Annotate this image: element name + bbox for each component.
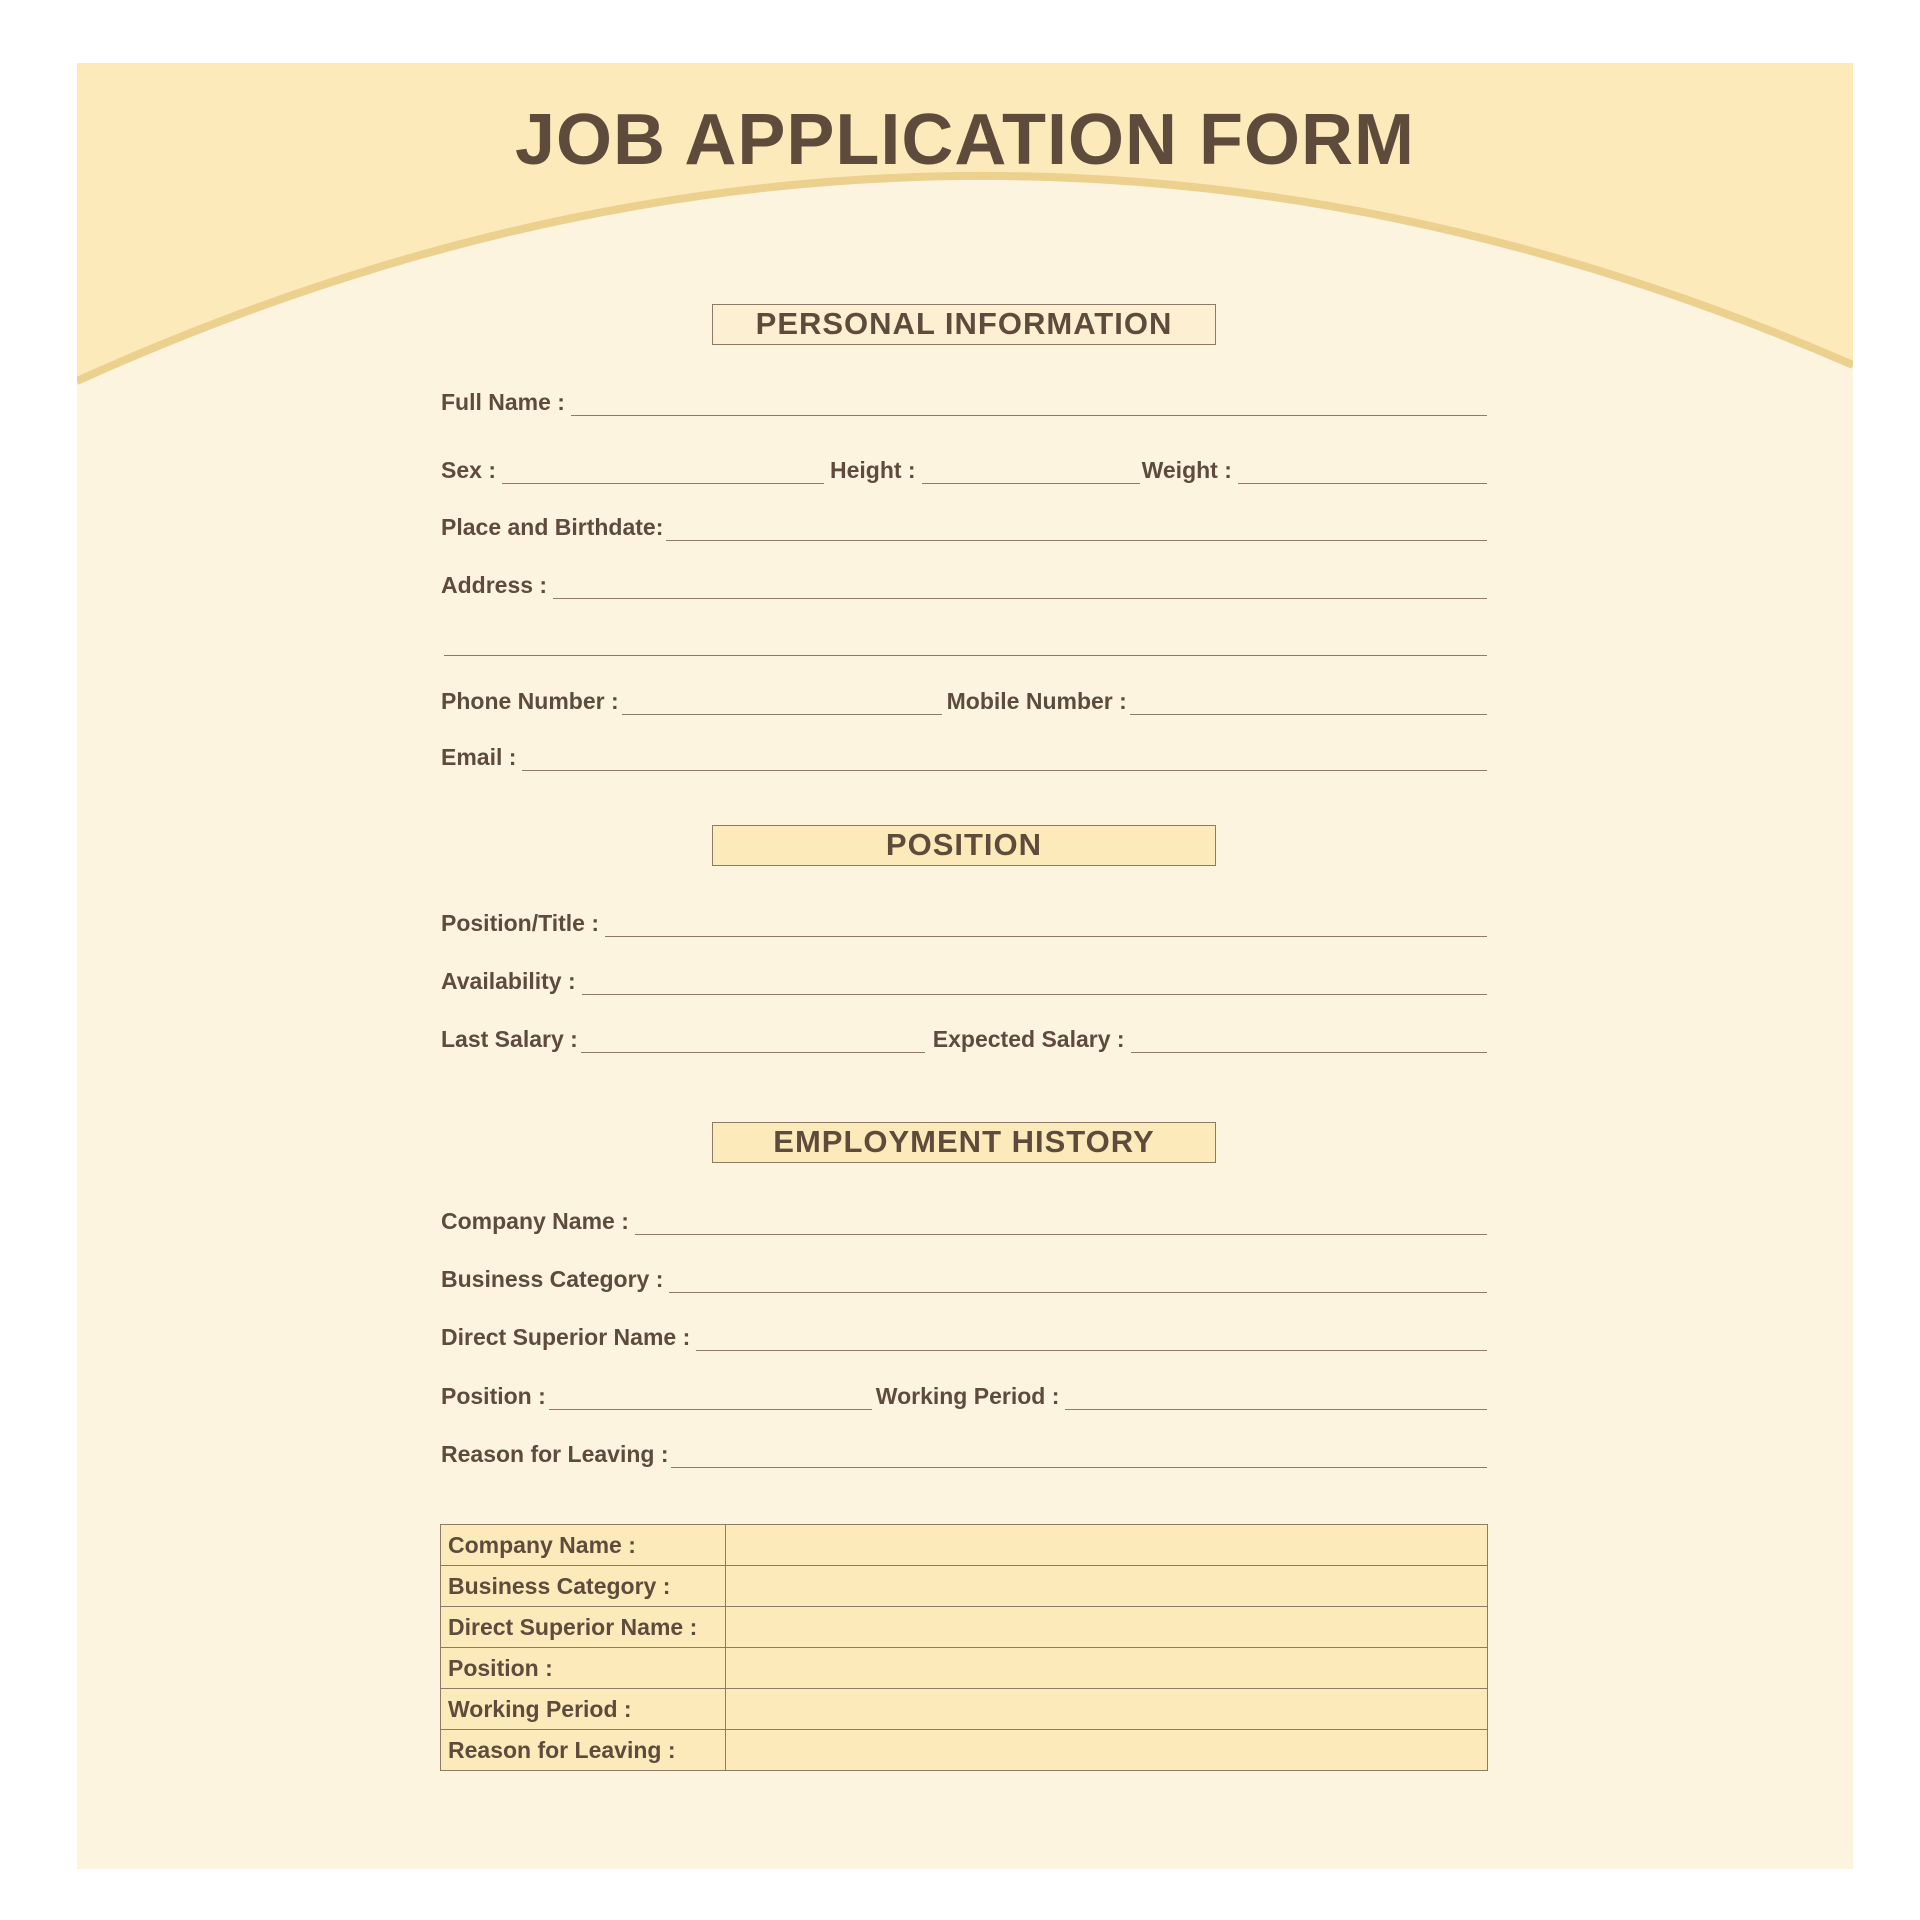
table-row-value[interactable] xyxy=(726,1607,1488,1648)
direct-superior-label: Direct Superior Name : xyxy=(441,1324,691,1350)
position-title-field[interactable] xyxy=(605,936,1487,937)
place-birthdate-label: Place and Birthdate: xyxy=(441,514,664,540)
table-row-value[interactable] xyxy=(726,1689,1488,1730)
section-heading-personal: PERSONAL INFORMATION xyxy=(712,304,1216,345)
row-address xyxy=(441,562,1487,602)
position-title-label: Position/Title : xyxy=(441,910,600,936)
employment-history-table xyxy=(440,1524,1488,1771)
section-heading-employment: EMPLOYMENT HISTORY xyxy=(712,1122,1216,1163)
row-salary xyxy=(441,1016,1487,1056)
company-name-label: Company Name : xyxy=(441,1208,629,1234)
row-sex-height-weight xyxy=(441,447,1487,487)
table-row xyxy=(441,1525,1488,1566)
height-label: Height : xyxy=(829,457,916,483)
mobile-field[interactable] xyxy=(1130,714,1487,715)
reason-leaving-label: Reason for Leaving : xyxy=(441,1441,669,1467)
direct-superior-field[interactable] xyxy=(696,1350,1487,1351)
row-address-line-2 xyxy=(441,619,1487,659)
expected-salary-label: Expected Salary : xyxy=(932,1026,1125,1052)
table-row-label: Company Name : xyxy=(441,1525,726,1566)
table-row-label: Direct Superior Name : xyxy=(441,1607,726,1648)
email-field[interactable] xyxy=(522,770,1487,771)
sex-label: Sex : xyxy=(441,457,496,483)
weight-label: Weight : xyxy=(1141,457,1232,483)
employment-position-field[interactable] xyxy=(549,1409,872,1410)
working-period-field[interactable] xyxy=(1065,1409,1487,1410)
row-reason-leaving xyxy=(441,1431,1487,1471)
table-row xyxy=(441,1648,1488,1689)
row-business-category xyxy=(441,1256,1487,1296)
row-availability xyxy=(441,958,1487,998)
row-company-name xyxy=(441,1198,1487,1238)
business-category-label: Business Category : xyxy=(441,1266,664,1292)
company-name-field[interactable] xyxy=(635,1234,1487,1235)
business-category-field[interactable] xyxy=(669,1292,1487,1293)
email-label: Email : xyxy=(441,744,517,770)
last-salary-label: Last Salary : xyxy=(441,1026,578,1052)
table-row xyxy=(441,1607,1488,1648)
row-position-period xyxy=(441,1373,1487,1413)
last-salary-field[interactable] xyxy=(581,1052,925,1053)
table-row-label: Position : xyxy=(441,1648,726,1689)
row-full-name xyxy=(441,379,1487,419)
full-name-label: Full Name : xyxy=(441,389,565,415)
phone-field[interactable] xyxy=(622,714,942,715)
section-heading-position: POSITION xyxy=(712,825,1216,866)
table-row-value[interactable] xyxy=(726,1566,1488,1607)
row-email xyxy=(441,734,1487,774)
form-page xyxy=(77,63,1853,1869)
availability-field[interactable] xyxy=(582,994,1487,995)
employment-history-table-wrap xyxy=(440,1524,1488,1771)
sex-field[interactable] xyxy=(502,483,824,484)
working-period-label: Working Period : xyxy=(875,1383,1060,1409)
reason-leaving-field[interactable] xyxy=(671,1467,1487,1468)
availability-label: Availability : xyxy=(441,968,576,994)
mobile-label: Mobile Number : xyxy=(946,688,1127,714)
row-position-title xyxy=(441,900,1487,940)
row-direct-superior xyxy=(441,1314,1487,1354)
table-row-value[interactable] xyxy=(726,1525,1488,1566)
phone-label: Phone Number : xyxy=(441,688,619,714)
full-name-field[interactable] xyxy=(571,415,1487,416)
height-field[interactable] xyxy=(922,483,1140,484)
employment-position-label: Position : xyxy=(441,1383,546,1409)
expected-salary-field[interactable] xyxy=(1131,1052,1487,1053)
place-birthdate-field[interactable] xyxy=(666,540,1487,541)
table-row-value[interactable] xyxy=(726,1648,1488,1689)
weight-field[interactable] xyxy=(1238,483,1487,484)
table-row-label: Working Period : xyxy=(441,1689,726,1730)
address-field[interactable] xyxy=(553,598,1487,599)
table-row xyxy=(441,1566,1488,1607)
table-row-value[interactable] xyxy=(726,1730,1488,1771)
address-label: Address : xyxy=(441,572,548,598)
table-row-label: Business Category : xyxy=(441,1566,726,1607)
address-field-line-2[interactable] xyxy=(444,655,1487,656)
table-row-label: Reason for Leaving : xyxy=(441,1730,726,1771)
table-row xyxy=(441,1689,1488,1730)
row-place-birthdate xyxy=(441,504,1487,544)
page-title: JOB APPLICATION FORM xyxy=(515,100,1415,180)
table-row xyxy=(441,1730,1488,1771)
row-phone-mobile xyxy=(441,678,1487,718)
